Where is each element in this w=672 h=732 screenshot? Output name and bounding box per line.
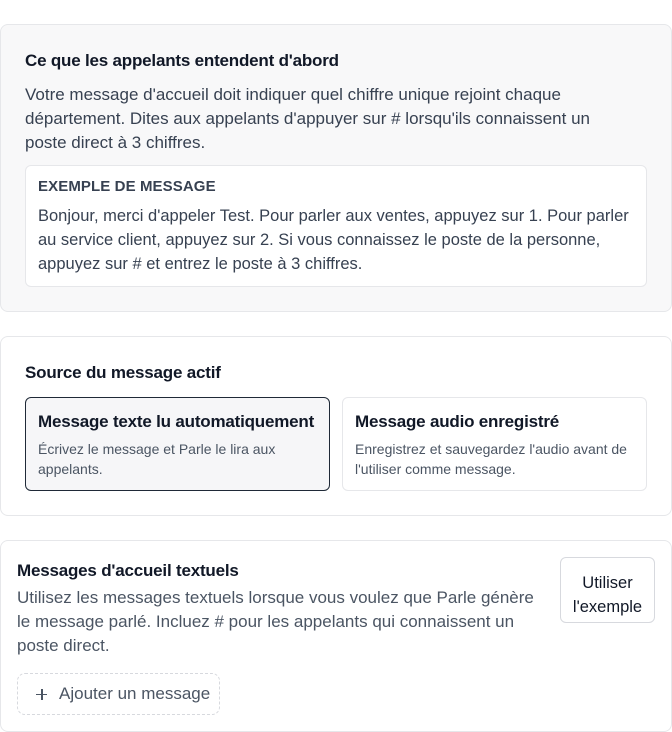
add-message-button[interactable] bbox=[17, 673, 220, 715]
greeting-info-card bbox=[0, 24, 672, 312]
option-audio-message-title: Message audio enregistré bbox=[355, 412, 559, 431]
use-example-button[interactable]: Utiliser l'exemple bbox=[560, 557, 655, 623]
option-text-message-description: Écrivez le message et Parle le lira aux appelants. bbox=[38, 441, 276, 477]
message-source-card bbox=[0, 336, 672, 516]
add-message-label: Ajouter un message bbox=[59, 684, 211, 703]
option-text-message[interactable] bbox=[25, 397, 330, 491]
example-message-label: EXEMPLE DE MESSAGE bbox=[38, 178, 216, 195]
text-messages-title: Messages d'accueil textuels bbox=[17, 561, 239, 580]
text-messages-card bbox=[0, 540, 672, 732]
option-audio-message-description: Enregistrez et sauvegardez l'audio avant de l'utiliser comme message. bbox=[355, 441, 627, 477]
greeting-info-description: Votre message d'accueil doit indiquer quel chiffre unique rejoint chaque département. Dites aux appelants d'appuyer sur # lorsqu'ils connaissent un poste direct à 3 chiffres. bbox=[25, 85, 590, 152]
example-message-text: Bonjour, merci d'appeler Test. Pour parler aux ventes, appuyez sur 1. Pour parler au service client, appuyez sur 2. Si vous connaissez le poste de la personne, appuyez sur # et entrez le poste à 3 chiffres. bbox=[38, 207, 629, 273]
option-text-message-title: Message texte lu automatiquement bbox=[38, 412, 315, 431]
message-source-title: Source du message actif bbox=[25, 363, 221, 382]
text-messages-description: Utilisez les messages textuels lorsque vous voulez que Parle génère le message parlé. Incluez # pour les appelants qui connaissent un poste direct. bbox=[17, 588, 534, 655]
option-audio-message[interactable] bbox=[342, 397, 647, 491]
example-message-box bbox=[25, 165, 647, 287]
greeting-info-title: Ce que les appelants entendent d'abord bbox=[25, 51, 339, 70]
plus-icon bbox=[36, 689, 47, 700]
